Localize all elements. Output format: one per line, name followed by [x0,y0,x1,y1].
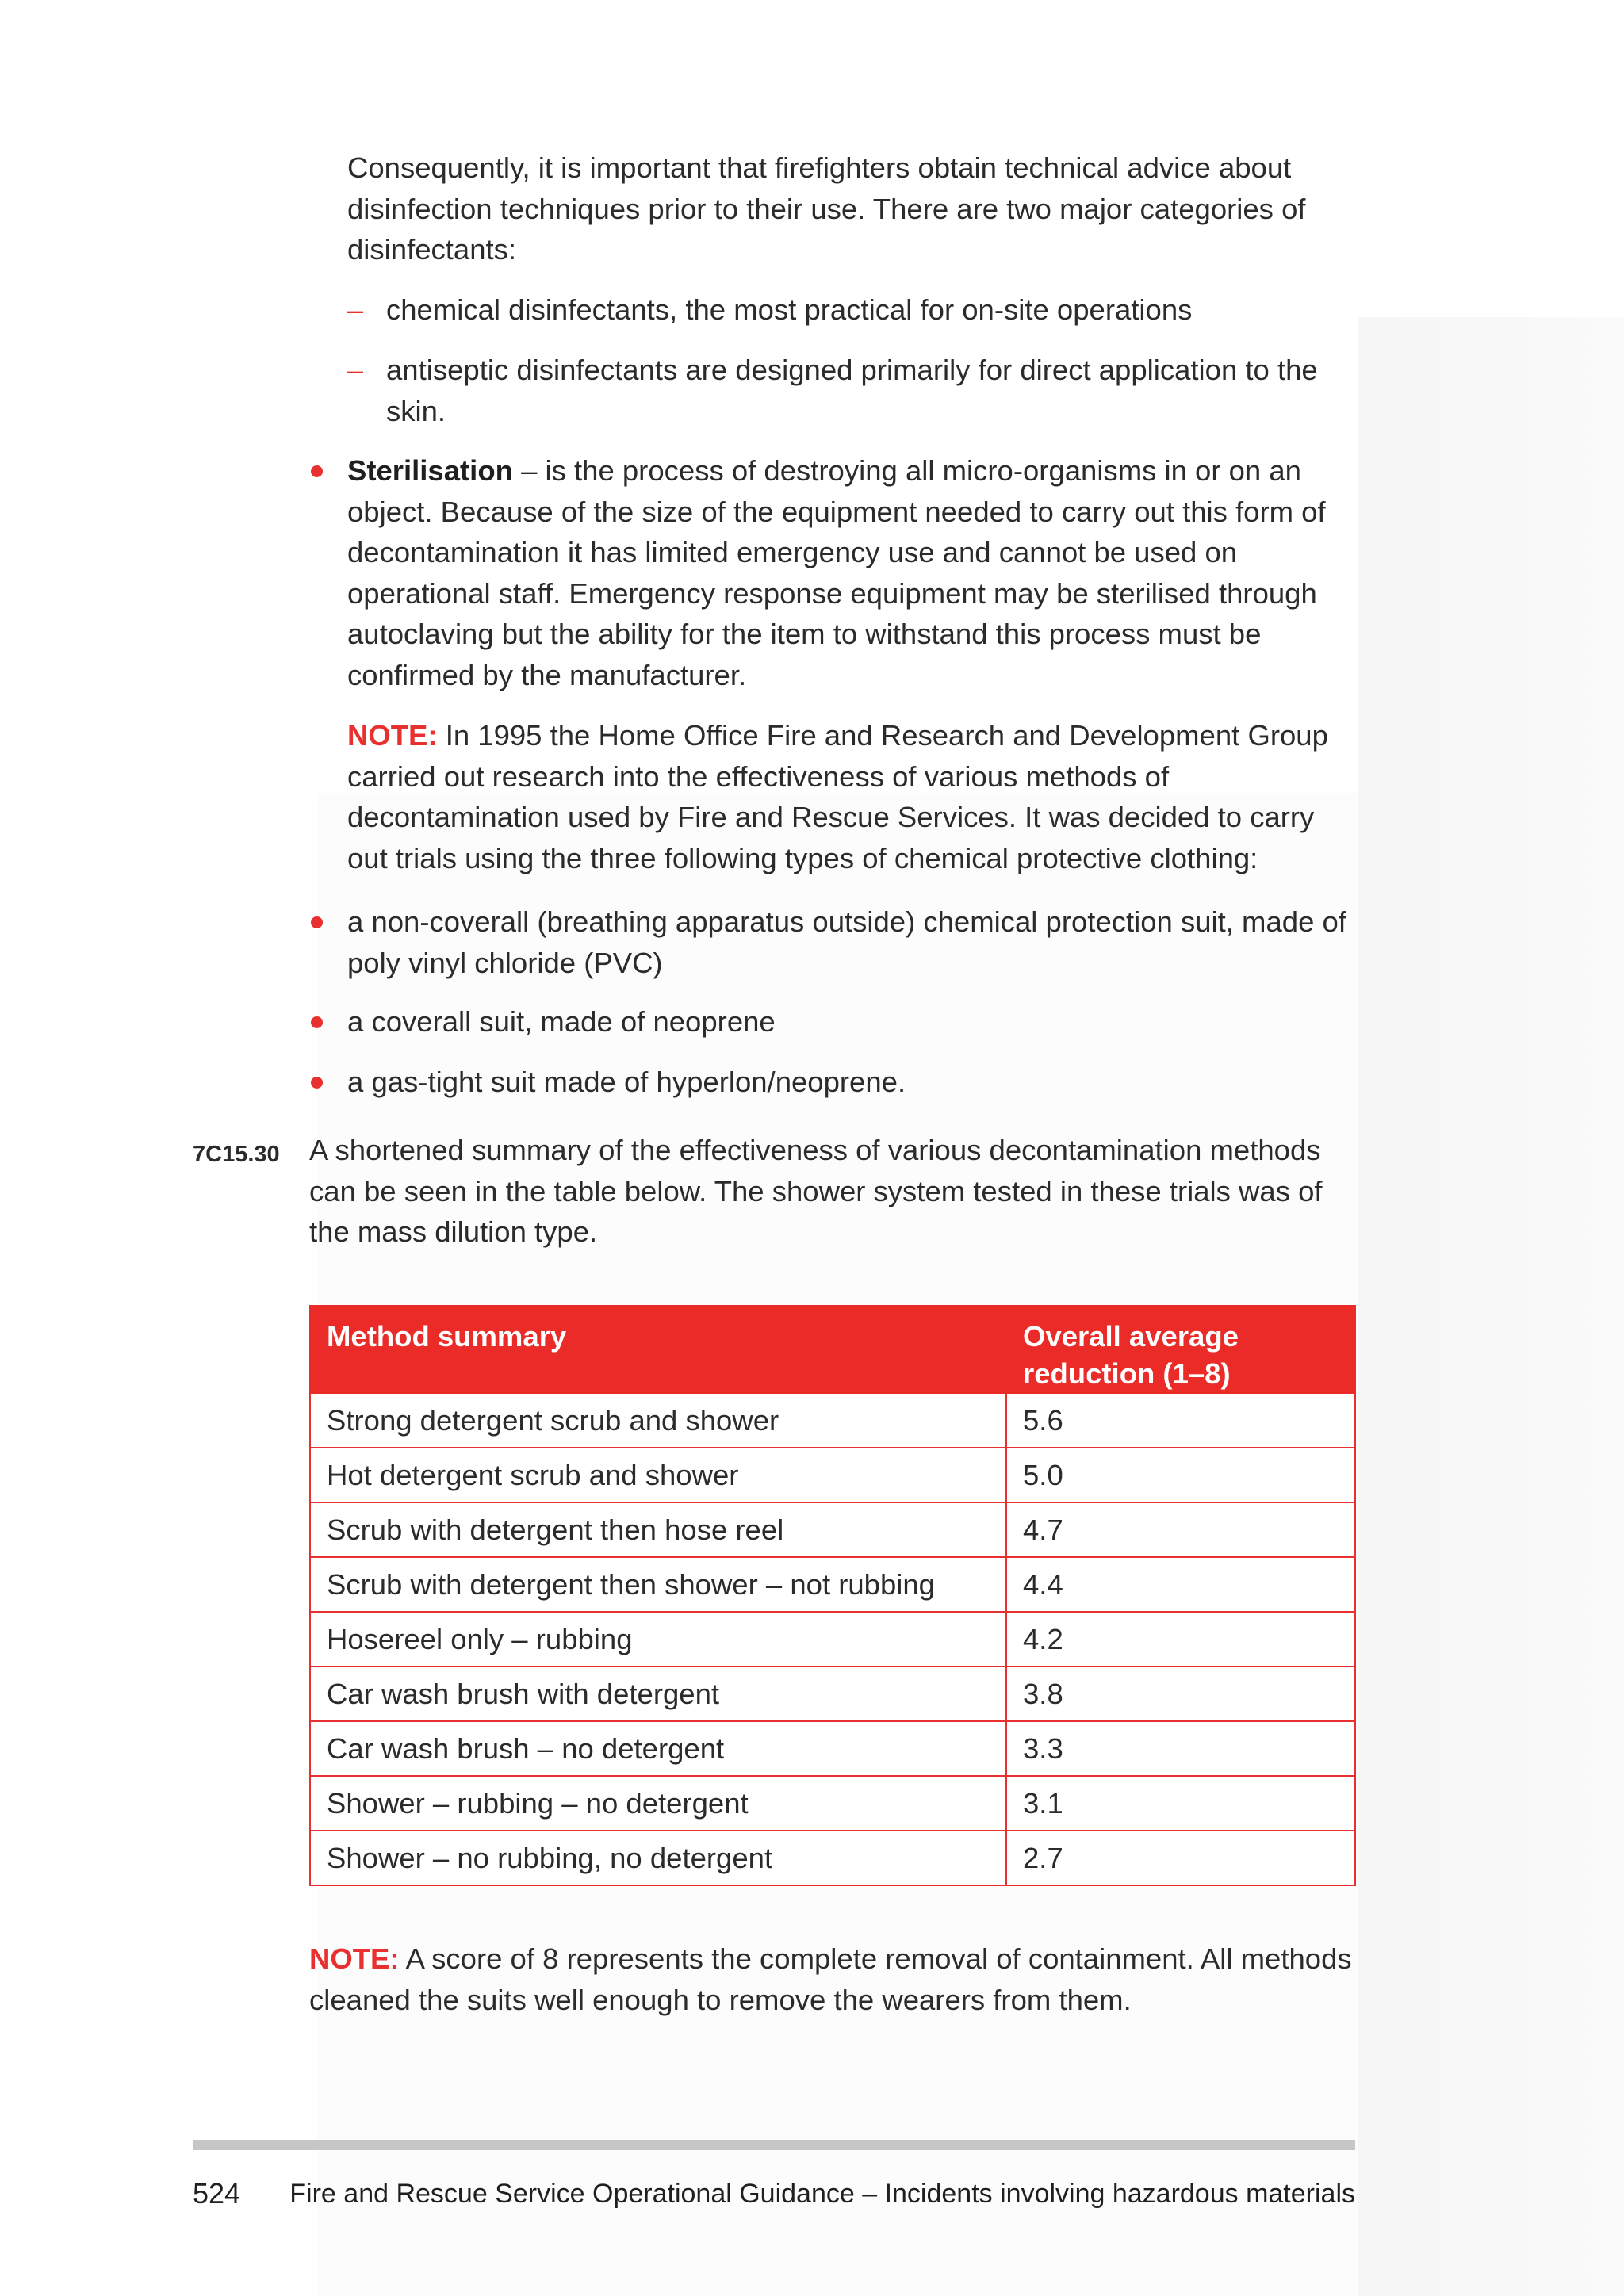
sterilisation-paragraph [347,450,1354,695]
suit-item-neoprene: a coverall suit, made of neoprene [347,1005,776,1038]
table-row [310,1393,1355,1448]
bullet-icon [311,1077,323,1089]
score-cell: 4.2 [1006,1612,1355,1667]
bullet-icon [311,916,323,928]
note-research [347,715,1354,878]
score-cell: 4.4 [1006,1557,1355,1612]
table-row [310,1831,1355,1885]
header-overall-average: Overall average reduction (1–8) [1006,1306,1355,1393]
method-cell: Scrub with detergent then shower – not rubbing [310,1557,1006,1612]
page-edge-shade [1358,317,1624,2296]
score-cell: 5.0 [1006,1448,1355,1502]
dash-mark: – [347,293,364,326]
suit-item-pvc: a non-coverall (breathing apparatus outside) chemical protection suit, made of poly vinyl chloride (PVC) [347,905,1346,979]
method-cell: Scrub with detergent then hose reel [310,1502,1006,1557]
dash-item-chemical: chemical disinfectants, the most practical for on-site operations [386,293,1193,326]
dash-mark: – [347,354,364,386]
section-number: 7C15.30 [193,1142,280,1167]
footer-title: Fire and Rescue Service Operational Guidance – Incidents involving hazardous materials [289,2179,1355,2209]
table-row [310,1721,1355,1776]
method-cell: Shower – rubbing – no detergent [310,1776,1006,1831]
score-cell: 2.7 [1006,1831,1355,1885]
score-cell: 3.3 [1006,1721,1355,1776]
header-method-summary: Method summary [310,1306,1006,1393]
score-cell: 4.7 [1006,1502,1355,1557]
note-score [309,1938,1358,2020]
suit-item-gas-tight: a gas-tight suit made of hyperlon/neoprene. [347,1066,906,1098]
score-cell: 3.1 [1006,1776,1355,1831]
note-text: In 1995 the Home Office Fire and Research and Development Group carried out research into the effectiveness of various methods of decontamination used by Fire and Rescue Services. It was decided to carry out trials using the three following types of chemical protective clothing: [347,719,1328,874]
note-label: NOTE: [347,719,438,752]
table-row [310,1612,1355,1667]
table-row [310,1448,1355,1502]
method-cell: Hot detergent scrub and shower [310,1448,1006,1502]
sterilisation-text: – is the process of destroying all micro-organisms in or on an object. Because of the size of the equipment needed to carry out this form of decontamination it has limited emergency use and cannot be used on operational staff. Emergency response equipment may be sterilised through autoclaving but the ability for the item to withstand this process must be confirmed by the manufacturer. [347,454,1326,691]
intro-paragraph: Consequently, it is important that firefighters obtain technical advice about disinfection techniques prior to their use. There are two major categories of disinfectants: [347,151,1306,266]
score-cell: 5.6 [1006,1393,1355,1448]
decontamination-table [309,1305,1356,1886]
table-header-row [310,1306,1355,1393]
sterilisation-term: Sterilisation [347,454,513,487]
footer-rule [193,2140,1355,2150]
method-cell: Car wash brush with detergent [310,1667,1006,1721]
page-number: 524 [193,2177,241,2210]
bullet-icon [311,1016,323,1028]
bullet-icon [311,465,323,477]
method-cell: Strong detergent scrub and shower [310,1393,1006,1448]
table-row [310,1776,1355,1831]
score-cell: 3.8 [1006,1667,1355,1721]
table-row [310,1557,1355,1612]
dash-item-antiseptic: antiseptic disinfectants are designed primarily for direct application to the skin. [386,354,1318,427]
note-text: A score of 8 represents the complete removal of containment. All methods cleaned the suits well enough to remove the wearers from them. [309,1942,1352,2016]
method-cell: Car wash brush – no detergent [310,1721,1006,1776]
note-label: NOTE: [309,1942,400,1975]
section-paragraph: A shortened summary of the effectiveness of various decontamination methods can be seen in the table below. The shower system tested in these trials was of the mass dilution type. [309,1134,1323,1248]
method-cell: Hosereel only – rubbing [310,1612,1006,1667]
table-row [310,1667,1355,1721]
table-row [310,1502,1355,1557]
method-cell: Shower – no rubbing, no detergent [310,1831,1006,1885]
